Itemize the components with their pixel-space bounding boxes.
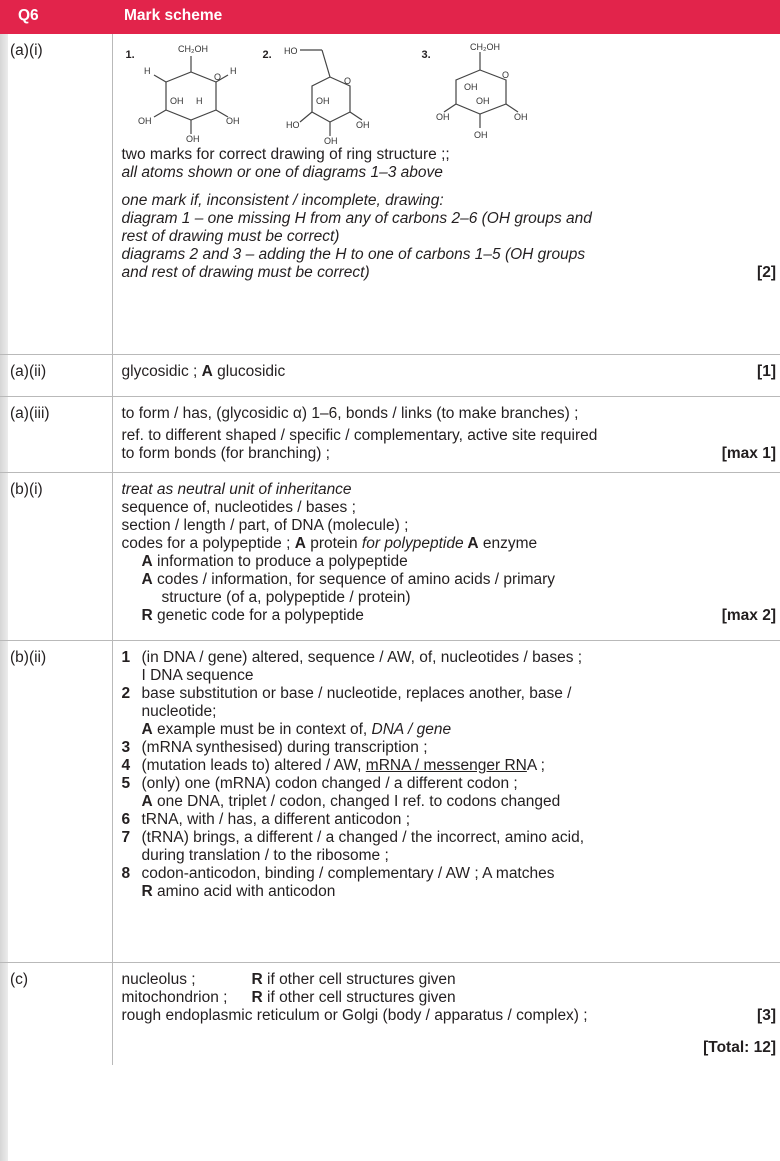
item-number: 5 bbox=[121, 774, 131, 792]
scheme-line: one mark if, inconsistent / incomplete, drawing: bbox=[121, 192, 444, 209]
row-label: (a)(iii) bbox=[0, 396, 112, 472]
scheme-line: to form / has, (glycosidic α) 1–6, bonds / links (to make branches) ; bbox=[121, 404, 579, 422]
atom-label: OH bbox=[185, 134, 199, 144]
atom-label: OH bbox=[435, 112, 449, 122]
item-number: 3 bbox=[121, 738, 131, 756]
accept-marker: A bbox=[141, 570, 153, 588]
scheme-line: to form bonds (for branching) ; bbox=[121, 444, 330, 462]
atom-label: H bbox=[195, 96, 202, 106]
scheme-line bbox=[122, 535, 777, 553]
item-text: (mutation leads to) altered / AW, bbox=[141, 756, 366, 774]
total-mark: [Total: 12] bbox=[703, 1038, 776, 1056]
accept-text: glucosidic bbox=[212, 362, 286, 380]
item-text: during translation / to the ribosome ; bbox=[141, 846, 389, 864]
scheme-line-with-mark bbox=[122, 363, 777, 381]
row-a-ii bbox=[0, 354, 780, 396]
atom-label: OH bbox=[323, 136, 337, 146]
row-a-i bbox=[0, 34, 780, 354]
list-item bbox=[122, 775, 777, 811]
scheme-line: diagram 1 – one missing H from any of carbons 2–6 (OH groups and bbox=[121, 210, 592, 227]
item-text: amino acid with anticodon bbox=[152, 882, 336, 900]
reject-marker: R bbox=[141, 606, 153, 624]
diagram-label: 2. bbox=[262, 49, 272, 61]
scheme-line: two marks for correct drawing of ring structure ;; bbox=[121, 146, 450, 163]
scheme-line: all atoms shown or one of diagrams 1–3 above bbox=[121, 164, 443, 181]
scheme-line bbox=[122, 571, 777, 589]
atom-label: O bbox=[501, 70, 509, 80]
row-label: (b)(i) bbox=[0, 472, 112, 640]
accept-marker: A bbox=[463, 534, 479, 552]
scheme-line: rest of drawing must be correct) bbox=[121, 228, 340, 245]
atom-label: H bbox=[143, 66, 150, 76]
list-item bbox=[122, 865, 777, 901]
mark-value: [2] bbox=[757, 264, 776, 281]
item-text: (mRNA synthesised) during transcription ; bbox=[141, 738, 428, 756]
reject-marker: R bbox=[251, 970, 263, 988]
row-body bbox=[112, 396, 780, 472]
glucose-structure-2 bbox=[282, 42, 392, 146]
row-body bbox=[112, 34, 780, 354]
answer-text: rough endoplasmic reticulum or Golgi (body / apparatus / complex) ; bbox=[121, 1006, 588, 1024]
atom-label: H bbox=[229, 66, 236, 76]
row-body bbox=[112, 962, 780, 1065]
scheme-line: ref. to different shaped / specific / complementary, active site required bbox=[121, 426, 598, 444]
atom-label: OH bbox=[513, 112, 527, 122]
answer-text: enzyme bbox=[478, 534, 538, 552]
item-number: 2 bbox=[121, 684, 131, 702]
atom-label: HO bbox=[285, 120, 299, 130]
scheme-line-with-mark bbox=[122, 1007, 777, 1025]
atom-label: OH bbox=[473, 130, 487, 140]
atom-label: O bbox=[343, 76, 351, 86]
glucose-diagrams bbox=[122, 42, 777, 146]
item-text: mRNA / messenger RN bbox=[365, 756, 527, 774]
item-text: A ; bbox=[526, 756, 545, 774]
row-b-ii bbox=[0, 640, 780, 962]
row-b-i bbox=[0, 472, 780, 640]
item-text: tRNA, with / has, a different anticodon ; bbox=[141, 810, 411, 828]
item-number: 1 bbox=[121, 648, 131, 666]
atom-label: CH₂OH bbox=[469, 42, 500, 52]
atom-label: OH bbox=[315, 96, 329, 106]
row-c bbox=[0, 962, 780, 1065]
header-row bbox=[0, 0, 780, 34]
diagram-label: 1. bbox=[125, 49, 135, 61]
row-label: (a)(i) bbox=[0, 34, 112, 354]
list-item bbox=[122, 757, 777, 775]
atom-label: OH bbox=[137, 116, 151, 126]
mark-value: [max 1] bbox=[721, 444, 776, 462]
question-number: Q6 bbox=[0, 0, 112, 34]
scheme-line: diagrams 2 and 3 – adding the H to one of carbons 1–5 (OH groups bbox=[121, 246, 586, 263]
item-number: 6 bbox=[121, 810, 131, 828]
answer-text: mitochondrion ; bbox=[121, 988, 228, 1006]
item-text: DNA / gene bbox=[371, 720, 452, 738]
answer-text: if other cell structures given bbox=[262, 988, 456, 1006]
answer-text: if other cell structures given bbox=[262, 970, 456, 988]
answer-text: genetic code for a polypeptide bbox=[152, 606, 364, 624]
scheme-line: sequence of, nucleotides / bases ; bbox=[121, 498, 356, 516]
scheme-line-with-mark bbox=[122, 607, 777, 625]
mark-value: [3] bbox=[757, 1006, 776, 1024]
list-item bbox=[122, 649, 777, 685]
scheme-line: treat as neutral unit of inheritance bbox=[121, 480, 352, 498]
reject-marker: R bbox=[141, 882, 153, 900]
row-label: (a)(ii) bbox=[0, 354, 112, 396]
accept-marker: A bbox=[294, 534, 306, 552]
scheme-line-with-mark bbox=[122, 445, 777, 463]
row-body bbox=[112, 354, 780, 396]
answer-text: nucleolus ; bbox=[121, 970, 196, 988]
accept-marker: A bbox=[141, 792, 153, 810]
list-item bbox=[122, 739, 777, 757]
scheme-line bbox=[122, 989, 777, 1007]
accept-marker: A bbox=[141, 552, 153, 570]
item-text: (in DNA / gene) altered, sequence / AW, of, nucleotides / bases ; bbox=[141, 648, 583, 666]
item-text: base substitution or base / nucleotide, replaces another, base / bbox=[141, 684, 572, 702]
item-text: example must be in context of, bbox=[152, 720, 372, 738]
atom-label: OH bbox=[225, 116, 239, 126]
list-item bbox=[122, 829, 777, 865]
accept-marker: A bbox=[141, 720, 153, 738]
row-body bbox=[112, 640, 780, 962]
scheme-line: structure (of a, polypeptide / protein) bbox=[161, 588, 411, 606]
table-title: Mark scheme bbox=[112, 0, 780, 34]
item-text: (only) one (mRNA) codon changed / a different codon ; bbox=[141, 774, 518, 792]
answer-text: codes / information, for sequence of amino acids / primary bbox=[152, 570, 556, 588]
row-body bbox=[112, 472, 780, 640]
atom-label: CH₂OH bbox=[177, 44, 208, 54]
answer-text: glycosidic ; bbox=[121, 362, 202, 380]
scheme-line-with-mark bbox=[122, 264, 777, 282]
mark-value: [max 2] bbox=[721, 606, 776, 624]
item-number: 4 bbox=[121, 756, 131, 774]
total-row bbox=[122, 1031, 777, 1059]
glucose-structure-3 bbox=[436, 42, 546, 142]
item-text: codon-anticodon, binding / complementary / AW ; A matches bbox=[141, 864, 555, 882]
atom-label: O bbox=[213, 72, 221, 82]
answer-text: codes for a polypeptide ; bbox=[121, 534, 295, 552]
item-text: I DNA sequence bbox=[141, 666, 254, 684]
item-text: (tRNA) brings, a different / a changed / the incorrect, amino acid, bbox=[141, 828, 585, 846]
atom-label: OH bbox=[355, 120, 369, 130]
list-item bbox=[122, 685, 777, 739]
answer-text: information to produce a polypeptide bbox=[152, 552, 408, 570]
diagram-label: 3. bbox=[421, 49, 431, 61]
reject-marker: R bbox=[251, 988, 263, 1006]
atom-label: OH bbox=[475, 96, 489, 106]
item-text: one DNA, triplet / codon, changed I ref. to codons changed bbox=[152, 792, 561, 810]
glucose-structure-1 bbox=[136, 42, 246, 142]
scheme-line: section / length / part, of DNA (molecule) ; bbox=[121, 516, 409, 534]
item-number: 8 bbox=[121, 864, 131, 882]
item-number: 7 bbox=[121, 828, 131, 846]
atom-label: OH bbox=[463, 82, 477, 92]
atom-label: HO bbox=[283, 46, 297, 56]
answer-text: protein bbox=[305, 534, 362, 552]
scheme-line bbox=[122, 971, 777, 989]
row-a-iii bbox=[0, 396, 780, 472]
mark-value: [1] bbox=[757, 362, 776, 380]
scheme-line bbox=[122, 553, 777, 571]
accept-marker: A bbox=[201, 362, 213, 380]
scheme-line: and rest of drawing must be correct) bbox=[121, 264, 370, 281]
atom-label: OH bbox=[169, 96, 183, 106]
item-text: nucleotide; bbox=[141, 702, 217, 720]
row-label: (c) bbox=[0, 962, 112, 1065]
list-item bbox=[122, 811, 777, 829]
note-text: for polypeptide bbox=[361, 534, 464, 552]
row-label: (b)(ii) bbox=[0, 640, 112, 962]
